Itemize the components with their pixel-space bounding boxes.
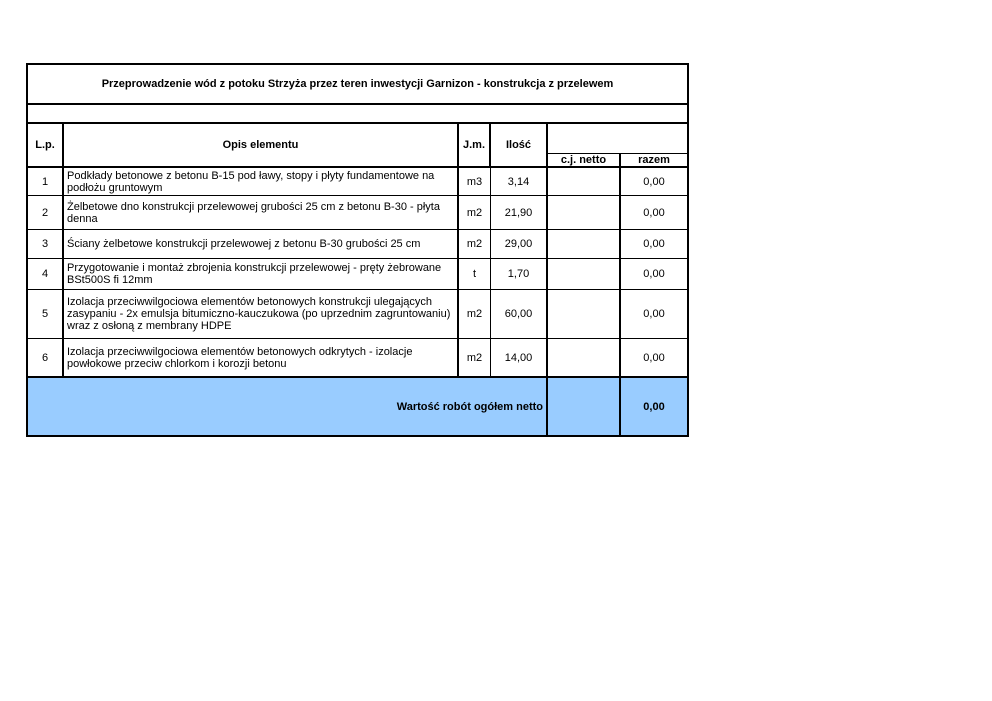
row-description: Przygotowanie i montaż zbrojenia konstrukcji przelewowej - pręty żebrowane BSt500S fi 12mm bbox=[64, 259, 459, 290]
row-total: 0,00 bbox=[621, 196, 687, 230]
sheet-title: Przeprowadzenie wód z potoku Strzyża przez teren inwestycji Garnizon - konstrukcja z przelewem bbox=[28, 65, 687, 105]
header-ilosc: Ilość bbox=[491, 124, 548, 168]
row-unit-price bbox=[548, 230, 621, 259]
row-quantity: 21,90 bbox=[491, 196, 548, 230]
row-unit-price bbox=[548, 168, 621, 196]
header-cj-netto: c.j. netto bbox=[548, 154, 621, 168]
row-lp: 5 bbox=[28, 290, 64, 339]
row-unit-price bbox=[548, 339, 621, 377]
row-lp: 1 bbox=[28, 168, 64, 196]
row-unit: m2 bbox=[459, 230, 491, 259]
row-total: 0,00 bbox=[621, 290, 687, 339]
row-lp: 4 bbox=[28, 259, 64, 290]
row-total: 0,00 bbox=[621, 168, 687, 196]
row-unit-price bbox=[548, 196, 621, 230]
header-lp: L.p. bbox=[28, 124, 64, 168]
row-total: 0,00 bbox=[621, 339, 687, 377]
empty-row bbox=[28, 105, 687, 124]
row-quantity: 14,00 bbox=[491, 339, 548, 377]
total-label: Wartość robót ogółem netto bbox=[28, 377, 548, 435]
header-jm: J.m. bbox=[459, 124, 491, 168]
row-description: Izolacja przeciwwilgociowa elementów betonowych odkrytych - izolacje powłokowe przeciw chlorkom i korozji betonu bbox=[64, 339, 459, 377]
row-description: Izolacja przeciwwilgociowa elementów betonowych konstrukcji ulegających zasypaniu - 2x emulsja bitumiczno-kauczukowa (po uprzednim zagruntowaniu) wraz z osłoną z membrany HDPE bbox=[64, 290, 459, 339]
row-description: Żelbetowe dno konstrukcji przelewowej grubości 25 cm z betonu B-30 - płyta denna bbox=[64, 196, 459, 230]
row-unit-price bbox=[548, 290, 621, 339]
cost-table bbox=[28, 124, 687, 435]
row-unit: m2 bbox=[459, 196, 491, 230]
total-value: 0,00 bbox=[621, 377, 687, 435]
row-total: 0,00 bbox=[621, 259, 687, 290]
row-unit: m2 bbox=[459, 339, 491, 377]
header-opis: Opis elementu bbox=[64, 124, 459, 168]
total-unit-price bbox=[548, 377, 621, 435]
row-unit: m2 bbox=[459, 290, 491, 339]
row-total: 0,00 bbox=[621, 230, 687, 259]
row-unit: m3 bbox=[459, 168, 491, 196]
cost-estimate-sheet bbox=[26, 63, 689, 437]
row-unit-price bbox=[548, 259, 621, 290]
header-price-group bbox=[548, 124, 687, 154]
row-description: Ściany żelbetowe konstrukcji przelewowej z betonu B-30 grubości 25 cm bbox=[64, 230, 459, 259]
row-unit: t bbox=[459, 259, 491, 290]
header-razem: razem bbox=[621, 154, 687, 168]
row-lp: 6 bbox=[28, 339, 64, 377]
row-quantity: 29,00 bbox=[491, 230, 548, 259]
row-description: Podkłady betonowe z betonu B-15 pod ławy, stopy i płyty fundamentowe na podłożu gruntowym bbox=[64, 168, 459, 196]
row-quantity: 60,00 bbox=[491, 290, 548, 339]
row-quantity: 1,70 bbox=[491, 259, 548, 290]
row-quantity: 3,14 bbox=[491, 168, 548, 196]
row-lp: 2 bbox=[28, 196, 64, 230]
row-lp: 3 bbox=[28, 230, 64, 259]
